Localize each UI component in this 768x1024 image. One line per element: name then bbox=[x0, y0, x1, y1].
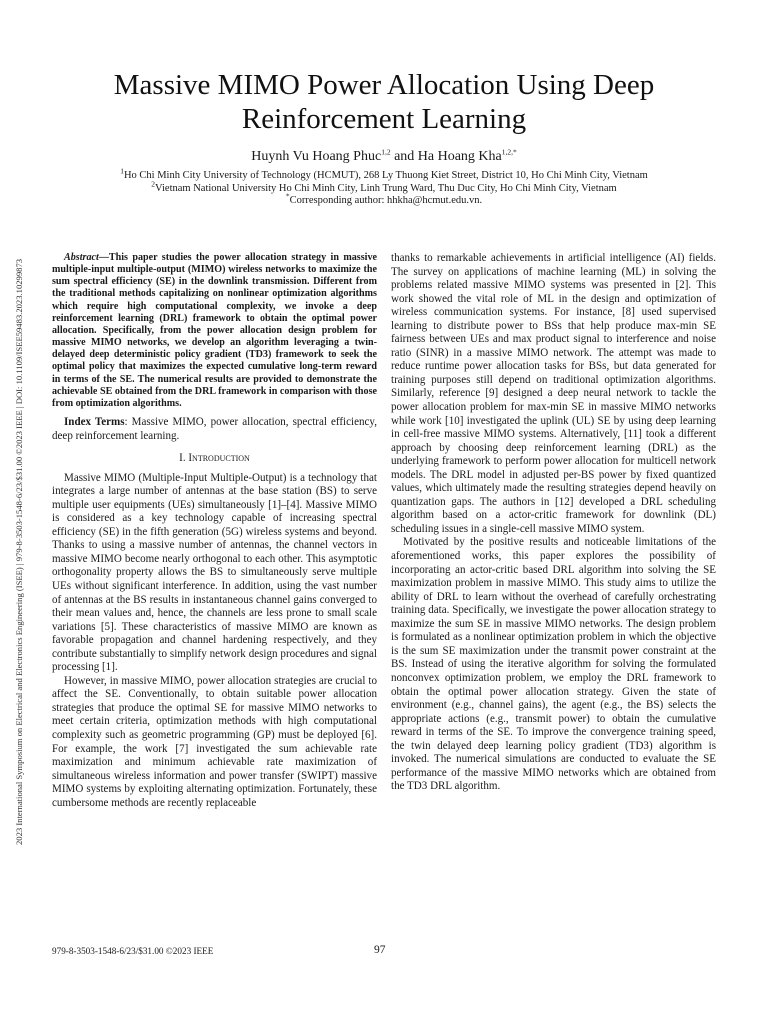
paragraph: Massive MIMO (Multiple-Input Multiple-Output) is a technology that integrates a large number of antennas at the base station (BS) to serve multiple user equipments (UEs) simultaneously [1]–[4]. Massive MIMO is considered as a key technology capable of increasing spectral efficiency (SE) in the fifth generation (5G) wireless systems and beyond. Thanks to using a massive number of antennas, the channel vectors in massive MIMO become nearly orthogonal to each other. This asymptotic orthogonality property allows the BS to simultaneously serve multiple UEs without significant interference. In addition, using the vast number of antennas at the BS results in instantaneous channel gains converged to their mean values and, hence, the channels are less prone to small scale variations [5]. These characteristics of massive MIMO are known as favorable propagation and channel hardening respectively, and they contribute substantially to simplify network design procedures and signal processing [1]. bbox=[52, 471, 377, 674]
paper-title: Massive MIMO Power Allocation Using Deep Reinforcement Learning bbox=[113, 69, 655, 135]
paragraph: thanks to remarkable achievements in artificial intelligence (AI) fields. The survey on applications of machine learning (ML) in solving the problems related massive MIMO systems was presented in [2]. This work showed the vital role of ML in the design and optimization of wireless communication systems. For instance, [8] used supervised learning to distribute power to BSs that help produce max-min SE fairness between UEs and max product signal to interference and noise ratio (SINR) in a massive MIMO network. The attempt was made to reduce runtime power allocation tasks for BSs, but data generated for training purposes still depend on traditional optimization algorithms. Similarly, reference [9] designed a deep neural network to tackle the power allocation problem for max-min SE in massive MIMO networks while work [10] investigated the uplink (UL) SE by using deep learning in cell-free massive MIMO systems. Alternatively, [11] took a different approach by choosing deep reinforcement learning (DRL) as the underlying framework to perform power allocation for multicell network models. The DRL model in adjusted per-BS power by fixed quantized values, which ultimately made the resulting strategies depend heavily on quantization gaps. The authors in [12] developed a DRL scheduling algorithm based on a actor-critic framework for downlink (DL) scheduling issues in a single-cell massive MIMO system. bbox=[391, 252, 716, 535]
page-number: 97 bbox=[374, 944, 386, 956]
doi-sidebar-text: 2023 International Symposium on Electrical and Electronics Engineering (ISEE) | 979-8-3503-1548-6/23/$31.00 ©2023 IEEE | DOI: 10.1109/ISEE59483.2023.10299873 bbox=[14, 258, 24, 845]
paragraph: Motivated by the positive results and noticeable limitations of the aforementioned works, this paper explores the possibility of incorporating an actor-critic based DRL algorithm into solving the SE maximization problem in massive MIMO. This study aims to utilize the ability of DRL to learn without the overhead of carefully orchestrating training data. Specifically, we investigate the power allocation strategy to maximize the sum SE in massive MIMO networks. The design problem is formulated as a nonlinear optimization problem in which the objective is the sum SE maximization under the transmit power constraint at the BS. Instead of using the iterative algorithm for solving the formulated nonconvex optimization problem, we employ the DRL framework to obtain the optimal power allocation strategy. Given the state of environment (e.g., channel gains), the agent (e.g., the BS) selects the appropriate actions (e.g., transmit power) to obtain the cumulative reward in terms of the SE. To improve the convergence training speed, the twin delayed deep learning policy gradient (TD3) algorithm is invoked. The numerical simulations are conducted to evaluate the SE performance of the massive MIMO networks which are obtained from the TD3 DRL algorithm. bbox=[391, 536, 716, 793]
index-terms-text: : Massive MIMO, power allocation, spectral efficiency, deep reinforcement learning. bbox=[52, 416, 377, 442]
abstract-label: Abstract bbox=[64, 252, 99, 263]
author-2-affil: 1,2,* bbox=[501, 147, 517, 157]
affiliation-1: $^1$Ho Chi Minh City University of Technology (HCMUT), 268 Ly Thuong Kiet Street, District 10, Ho Chi Minh City, Vietnam bbox=[120, 166, 648, 181]
author-line bbox=[40, 148, 728, 166]
author-1: Huynh Vu Hoang Phuc bbox=[251, 149, 382, 164]
author-1-affil: 1,2 bbox=[381, 147, 391, 157]
doi-sidebar bbox=[12, 180, 28, 845]
paragraph: However, in massive MIMO, power allocation strategies are crucial to affect the SE. Conventionally, to obtain suitable power allocation strategies that produce the optimal SE for massive MIMO networks to meet certain criteria, optimization methods with high computational complexity such as geometric programming (GP) must be deployed [6]. For example, the work [7] investigated the sum achievable rate maximization and minimum achievable rate maximization of simultaneous wireless information and power transfer (SWIPT) massive MIMO systems by exploiting alternating optimization. Fortunately, these cumbersome methods are recently replaceable bbox=[52, 674, 377, 809]
footer-copyright: 979-8-3503-1548-6/23/$31.00 ©2023 IEEE bbox=[52, 946, 214, 956]
abstract-text: —This paper studies the power allocation strategy in massive multiple-input multiple-output (MIMO) wireless networks to maximize the sum spectral efficiency (SE) in the downlink transmission. Different from the traditional methods capitalizing on nonlinear optimization algorithms which require high computational complexity, we invoke a deep reinforcement learning (DRL) framework to obtain the optimal power allocation. Specifically, from the power allocation design problem for massive MIMO networks, we develop an algorithm leveraging a twin-delayed deep deterministic policy gradient (TD3) framework to seek the optimal policy that maximizes the expected cumulative long-term reward in terms of the SE. The numerical results are provided to demonstrate the achievable SE obtained from the DRL framework in comparison with those from optimization algorithms. bbox=[52, 252, 377, 409]
abstract bbox=[52, 252, 377, 410]
section-heading-introduction: I. Introduction bbox=[179, 452, 250, 465]
affiliation-2: $^2$Vietnam National University Ho Chi Minh City, Linh Trung Ward, Thu Duc City, Ho Chi Minh City, Vietnam bbox=[151, 179, 617, 194]
right-column bbox=[391, 252, 716, 794]
affiliations bbox=[40, 166, 728, 208]
author-conjunction: and bbox=[394, 149, 415, 164]
index-terms-label: Index Terms bbox=[64, 416, 125, 429]
index-terms bbox=[52, 416, 377, 443]
author-2: Ha Hoang Kha bbox=[417, 149, 502, 164]
left-column bbox=[52, 252, 377, 810]
corresponding-author: *Corresponding author: hhkha@hcmut.edu.vn. bbox=[285, 191, 483, 206]
